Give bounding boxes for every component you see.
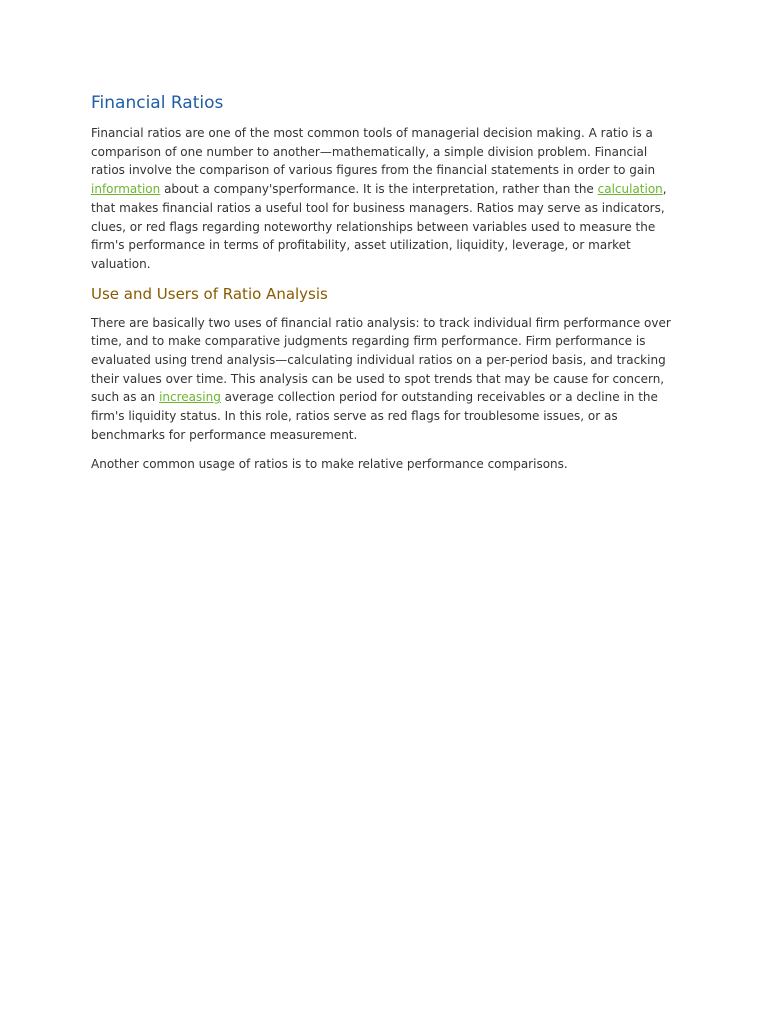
information-link[interactable]: information [91, 182, 161, 197]
intro-paragraph [91, 124, 681, 274]
intro-text-part2: about a company'sperformance. It is the interpretation, rather than the [160, 182, 598, 197]
article-content [91, 92, 681, 473]
uses-text-part1: There are basically two uses of financial ratio analysis: to track individual firm performance over time, and to make comparative judgments regarding firm performance. Firm performance is evaluated using trend analysis—calculating individual ratios on a per-period basis, and tracking their values over time. This analysis can be used to spot trends that may be cause for concern, such as an [91, 315, 671, 405]
uses-text-part2: average collection period for outstanding receivables or a decline in the firm's liquidity status. In this role, ratios serve as red flags for troublesome issues, or as benchmarks for performance measurement. [91, 390, 658, 442]
comparison-paragraph: Another common usage of ratios is to make relative performance comparisons. [91, 456, 568, 471]
intro-text-part3: , that makes financial ratios a useful tool for business managers. Ratios may serve as indicators, clues, or red flags regarding noteworthy relationships between variables used to measure the firm's performance in terms of profitability, asset utilization, liquidity, leverage, or market valuation. [91, 182, 667, 271]
section-heading: Use and Users of Ratio Analysis [91, 284, 328, 303]
intro-text-part1: Financial ratios are one of the most common tools of managerial decision making. A ratio is a comparison of one number to another—mathematically, a simple division problem. Financial ratios involve the comparison of various figures from the financial statements in order to gain [91, 126, 656, 178]
increasing-link[interactable]: increasing [159, 390, 221, 405]
uses-paragraph [91, 314, 681, 445]
calculation-link[interactable]: calculation [597, 182, 663, 197]
page-title: Financial Ratios [91, 93, 224, 113]
